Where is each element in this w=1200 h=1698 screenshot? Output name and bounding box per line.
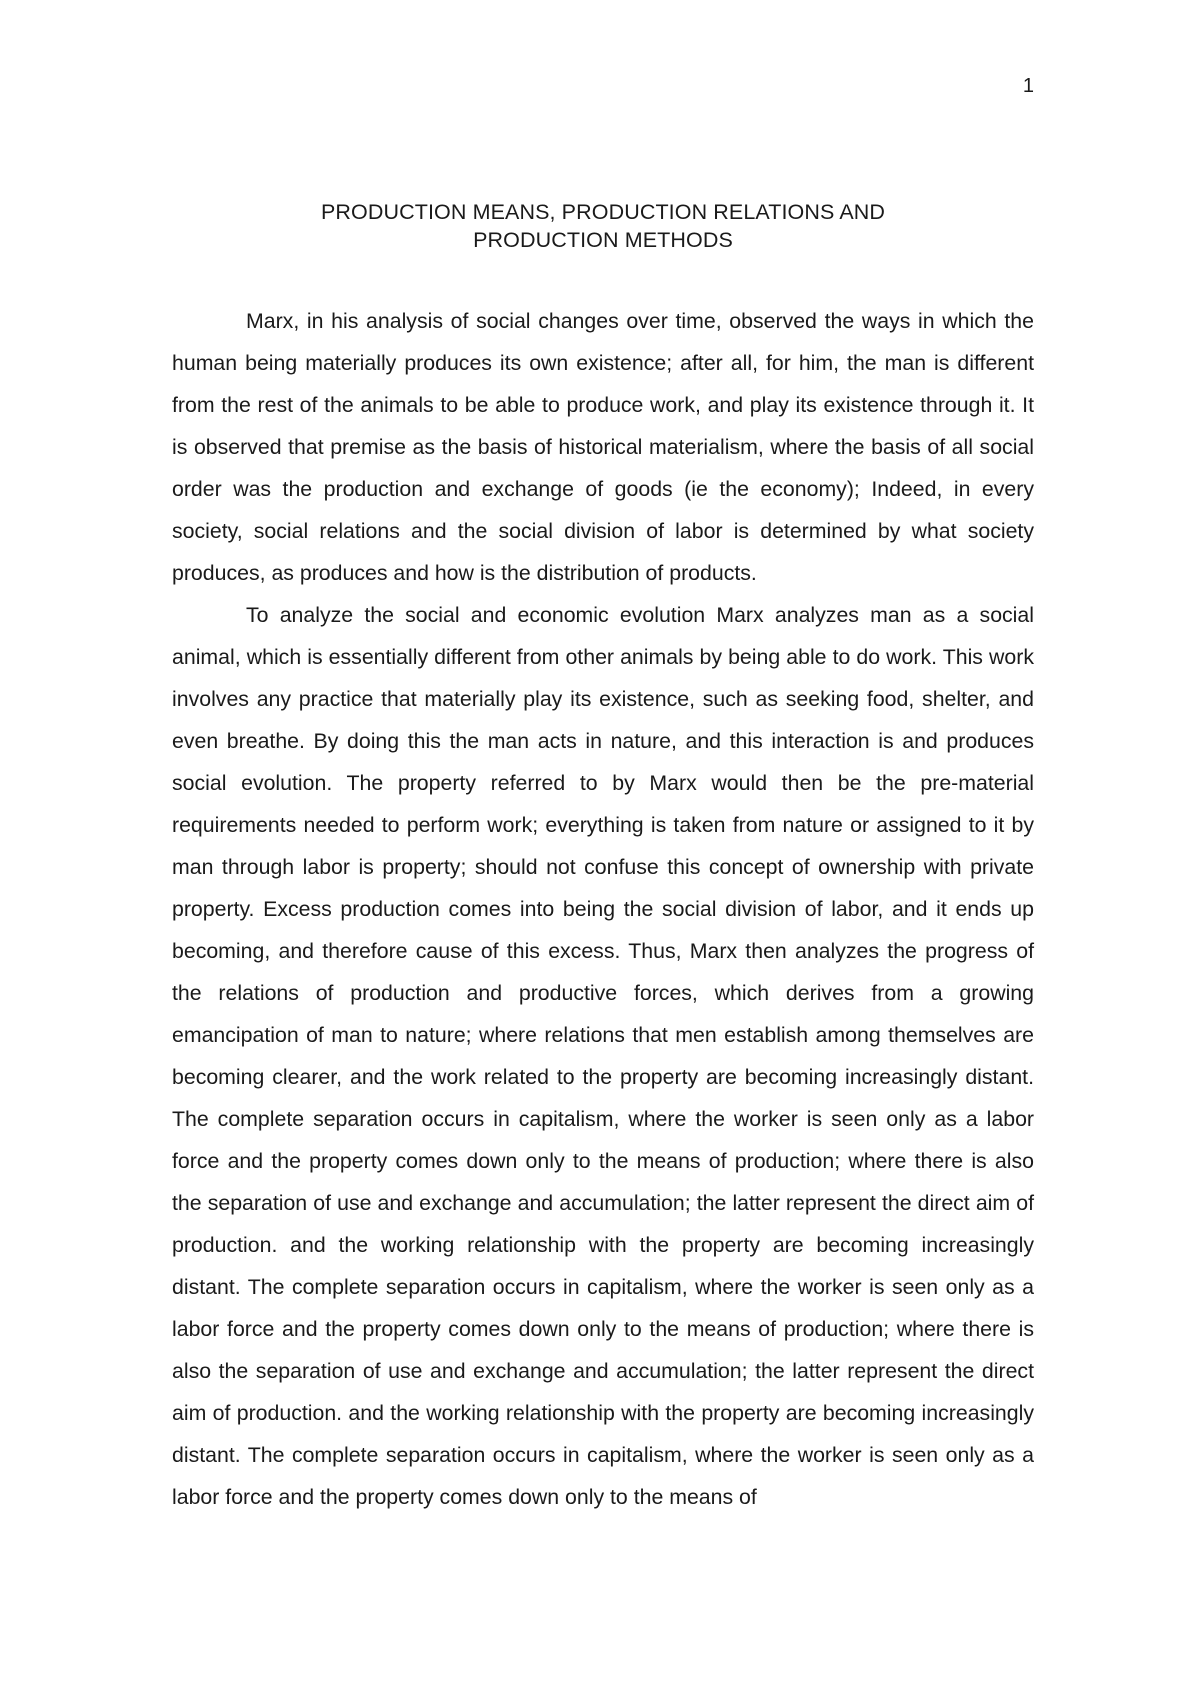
paragraph-2: To analyze the social and economic evolution Marx analyzes man as a social animal, which is essentially different from other animals by being able to do work. This work involves any practice that materially play its existence, such as seeking food, shelter, and even breathe. By doing this the man acts in nature, and this interaction is and produces social evolution. The property referred to by Marx would then be the pre-material requirements needed to perform work; everything is taken from nature or assigned to it by man through labor is property; should not confuse this concept of ownership with private property. Excess production comes into being the social division of labor, and it ends up becoming, and therefore cause of this excess. Thus, Marx then analyzes the progress of the relations of production and productive forces, which derives from a growing emancipation of man to nature; where relations that men establish among themselves are becoming clearer, and the work related to the property are becoming increasingly distant. The complete separation occurs in capitalism, where the worker is seen only as a labor force and the property comes down only to the means of production; where there is also the separation of use and exchange and accumulation; the latter represent the direct aim of production. and the working relationship with the property are becoming increasingly distant. The complete separation occurs in capitalism, where the worker is seen only as a labor force and the property comes down only to the means of production; where there is also the separation of use and exchange and accumulation; the latter represent the direct aim of production. and the working relationship with the property are becoming increasingly distant. The complete separation occurs in capitalism, where the worker is seen only as a labor force and the property comes down only to the means of: [172, 603, 1034, 1509]
document-body: [172, 300, 1034, 1518]
title-line-1: PRODUCTION MEANS, PRODUCTION RELATIONS AND: [320, 200, 886, 224]
page-number: 1: [1022, 75, 1034, 97]
document-title: [172, 198, 1034, 254]
paragraph-1: Marx, in his analysis of social changes over time, observed the ways in which the human being materially produces its own existence; after all, for him, the man is different from the rest of the animals to be able to produce work, and play its existence through it. It is observed that premise as the basis of historical materialism, where the basis of all social order was the production and exchange of goods (ie the economy); Indeed, in every society, social relations and the social division of labor is determined by what society produces, as produces and how is the distribution of products.: [172, 309, 1034, 585]
title-line-2: PRODUCTION METHODS: [473, 228, 733, 252]
